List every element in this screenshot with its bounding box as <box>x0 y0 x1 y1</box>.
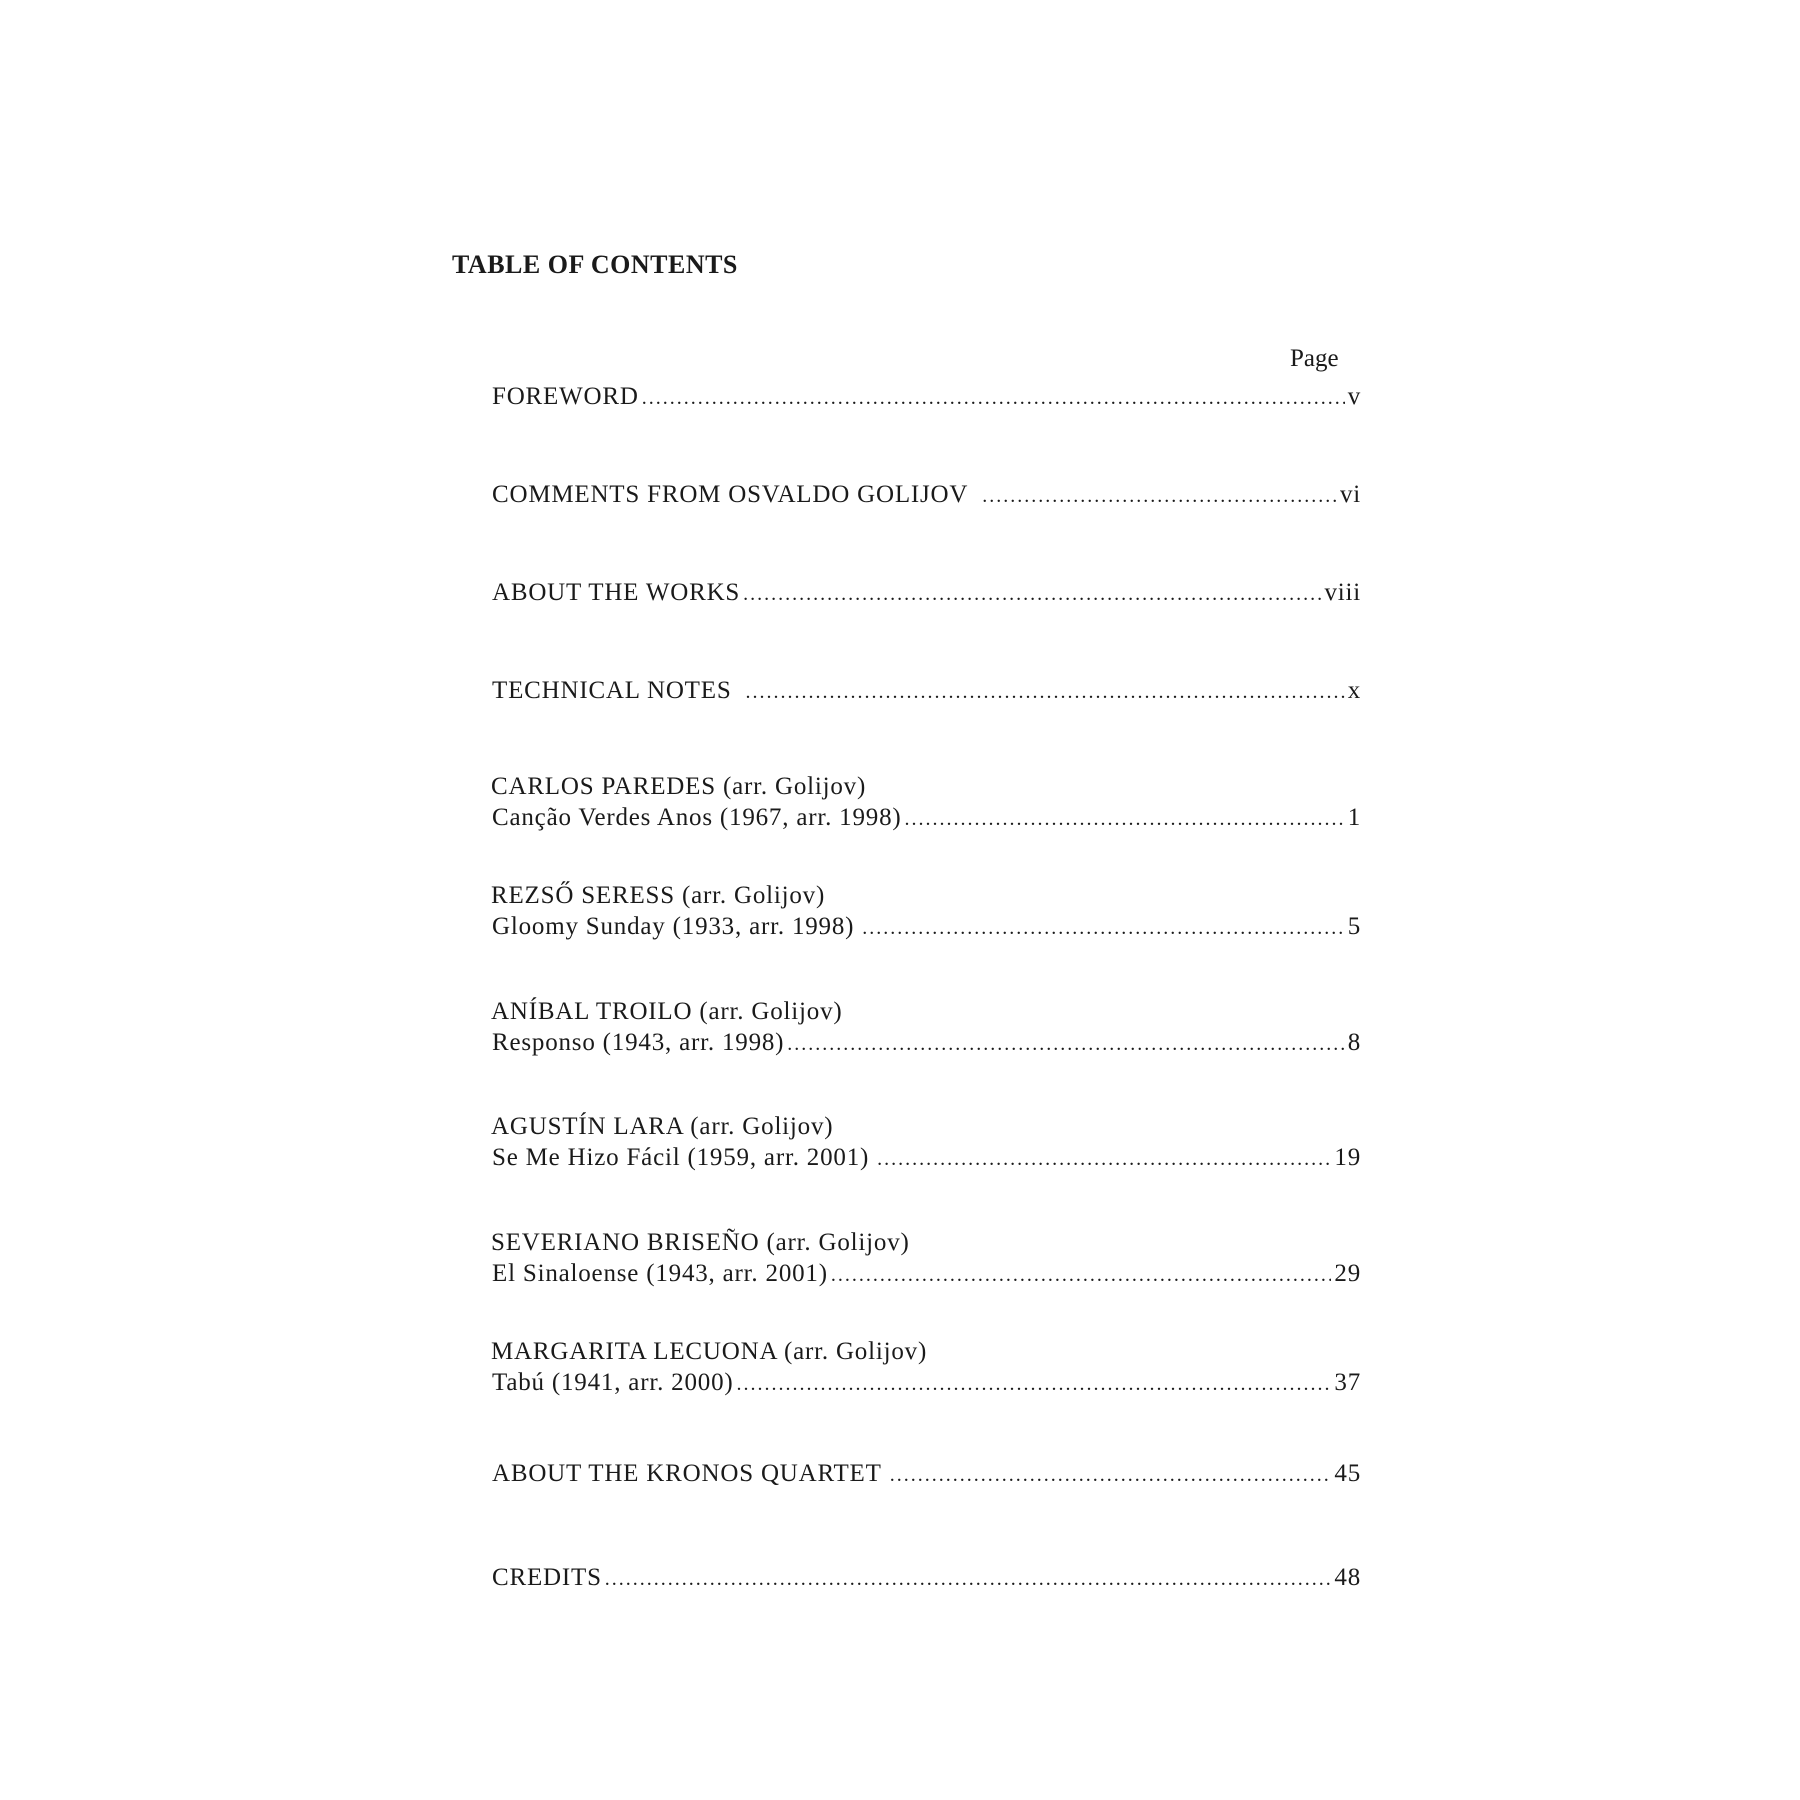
toc-entry-page: 48 <box>1334 1564 1361 1591</box>
dot-leader <box>877 1148 1331 1171</box>
dot-leader <box>743 583 1321 606</box>
toc-entry-about-works <box>492 579 1361 613</box>
dot-leader <box>831 1264 1332 1287</box>
toc-entry-label: El Sinaloense (1943, arr. 2001) <box>492 1260 828 1287</box>
toc-entry-gloomy-sunday <box>492 913 1361 947</box>
toc-entry-comments <box>492 481 1361 515</box>
toc-composer-heading: ANÍBAL TROILO (arr. Golijov) <box>491 998 843 1025</box>
dot-leader <box>642 387 1345 410</box>
toc-entry-label: ABOUT THE WORKS <box>492 579 741 606</box>
toc-entry-page: 37 <box>1334 1369 1361 1396</box>
page-title: TABLE OF CONTENTS <box>452 250 738 279</box>
toc-entry-tabu <box>492 1369 1361 1403</box>
dot-leader <box>737 1373 1332 1396</box>
toc-entry-credits <box>492 1564 1361 1598</box>
toc-entry-page: 19 <box>1334 1144 1361 1171</box>
toc-entry-label: Gloomy Sunday (1933, arr. 1998) <box>492 913 855 940</box>
toc-entry-page: 1 <box>1347 804 1361 831</box>
toc-entry-page: 45 <box>1334 1460 1361 1487</box>
page-column-label: Page <box>1290 345 1339 372</box>
dot-leader <box>905 808 1345 831</box>
toc-entry-el-sinaloense <box>492 1260 1361 1294</box>
toc-entry-about-kronos <box>492 1460 1361 1494</box>
toc-entry-technical-notes <box>492 677 1361 711</box>
toc-entry-se-me-hizo-facil <box>492 1144 1361 1178</box>
toc-entry-page: 8 <box>1347 1029 1361 1056</box>
toc-entry-page: viii <box>1324 579 1361 606</box>
dot-leader <box>746 681 1345 704</box>
toc-composer-heading: MARGARITA LECUONA (arr. Golijov) <box>491 1338 928 1365</box>
toc-entry-page: x <box>1347 677 1361 704</box>
toc-entry-page: v <box>1347 383 1361 410</box>
toc-composer-heading: AGUSTÍN LARA (arr. Golijov) <box>491 1113 834 1140</box>
toc-entry-label: Tabú (1941, arr. 2000) <box>492 1369 734 1396</box>
toc-entry-label: CREDITS <box>492 1564 602 1591</box>
toc-entry-page: 29 <box>1334 1260 1361 1287</box>
toc-entry-label: Canção Verdes Anos (1967, arr. 1998) <box>492 804 902 831</box>
dot-leader <box>890 1464 1332 1487</box>
toc-composer-heading: CARLOS PAREDES (arr. Golijov) <box>491 773 867 800</box>
toc-entry-label: FOREWORD <box>492 383 639 410</box>
toc-entry-foreword <box>492 383 1361 417</box>
toc-composer-heading: REZSŐ SERESS (arr. Golijov) <box>491 882 826 909</box>
toc-entry-label: Responso (1943, arr. 1998) <box>492 1029 785 1056</box>
dot-leader <box>605 1568 1332 1591</box>
dot-leader <box>787 1033 1344 1056</box>
toc-entry-label: Se Me Hizo Fácil (1959, arr. 2001) <box>492 1144 870 1171</box>
toc-entry-label: ABOUT THE KRONOS QUARTET <box>492 1460 882 1487</box>
toc-entry-label: COMMENTS FROM OSVALDO GOLIJOV <box>492 481 969 508</box>
toc-entry-label: TECHNICAL NOTES <box>492 677 732 704</box>
toc-entry-page: 5 <box>1347 913 1361 940</box>
dot-leader <box>982 485 1337 508</box>
toc-entry-page: vi <box>1339 481 1361 508</box>
toc-entry-cancao-verdes-anos <box>492 804 1361 838</box>
toc-composer-heading: SEVERIANO BRISEÑO (arr. Golijov) <box>491 1229 910 1256</box>
dot-leader <box>862 917 1344 940</box>
toc-entry-responso <box>492 1029 1361 1063</box>
